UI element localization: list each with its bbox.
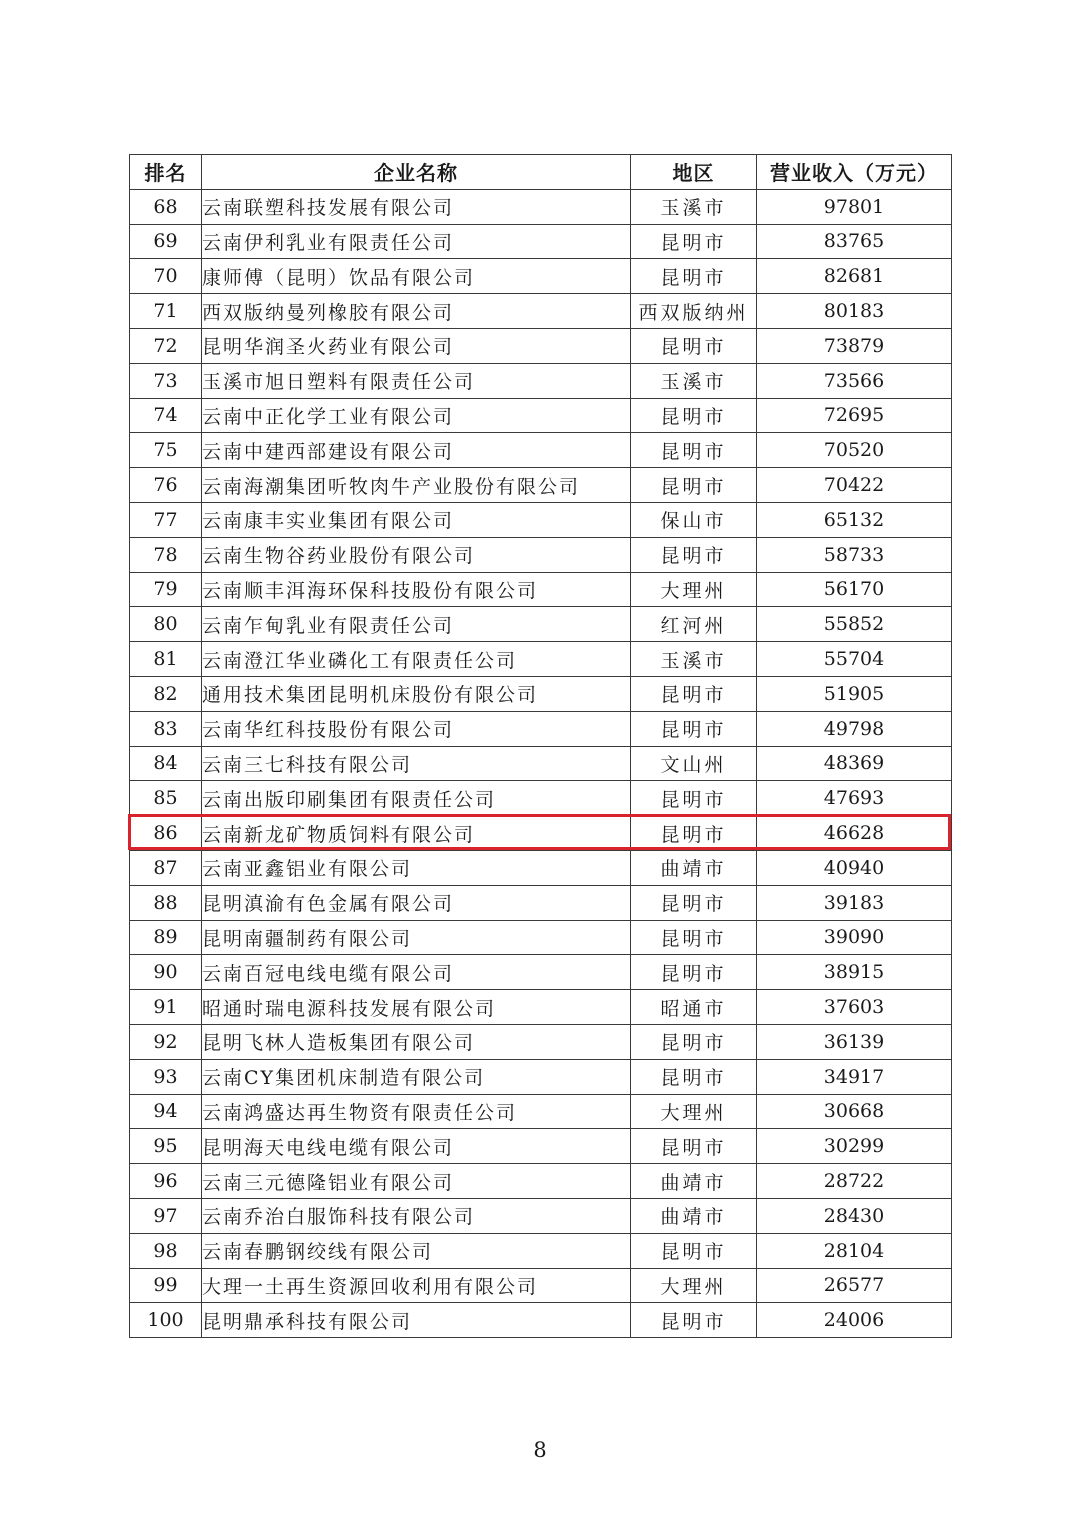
rank-cell: 72	[130, 328, 202, 363]
company-name-cell: 昭通时瑞电源科技发展有限公司	[202, 990, 631, 1025]
rank-cell: 73	[130, 363, 202, 398]
rank-cell: 100	[130, 1303, 202, 1338]
rank-cell: 95	[130, 1129, 202, 1164]
revenue-cell: 28104	[757, 1233, 952, 1268]
region-cell: 玉溪市	[631, 189, 757, 224]
header-revenue: 营业收入（万元）	[757, 155, 952, 190]
revenue-cell: 40940	[757, 850, 952, 885]
table-row	[130, 850, 952, 885]
rank-cell: 97	[130, 1198, 202, 1233]
region-cell: 昆明市	[631, 224, 757, 259]
rank-cell: 80	[130, 607, 202, 642]
table-header	[130, 155, 952, 190]
region-cell: 昆明市	[631, 1059, 757, 1094]
company-name-cell: 昆明鼎承科技有限公司	[202, 1303, 631, 1338]
region-cell: 曲靖市	[631, 850, 757, 885]
table-row	[130, 328, 952, 363]
region-cell: 大理州	[631, 572, 757, 607]
rank-cell: 91	[130, 990, 202, 1025]
region-cell: 昆明市	[631, 711, 757, 746]
table-body	[130, 189, 952, 1337]
revenue-cell: 80183	[757, 294, 952, 329]
revenue-cell: 55852	[757, 607, 952, 642]
revenue-cell: 73566	[757, 363, 952, 398]
rank-cell: 92	[130, 1024, 202, 1059]
rank-cell: 74	[130, 398, 202, 433]
company-name-cell: 云南联塑科技发展有限公司	[202, 189, 631, 224]
company-name-cell: 通用技术集团昆明机床股份有限公司	[202, 676, 631, 711]
revenue-cell: 82681	[757, 259, 952, 294]
region-cell: 昆明市	[631, 398, 757, 433]
table-row	[130, 642, 952, 677]
revenue-cell: 39183	[757, 885, 952, 920]
region-cell: 昆明市	[631, 1129, 757, 1164]
region-cell: 昆明市	[631, 885, 757, 920]
revenue-cell: 55704	[757, 642, 952, 677]
company-name-cell: 云南春鹏钢绞线有限公司	[202, 1233, 631, 1268]
revenue-cell: 39090	[757, 920, 952, 955]
table-row	[130, 398, 952, 433]
revenue-cell: 51905	[757, 676, 952, 711]
rank-cell: 85	[130, 781, 202, 816]
table-row	[130, 1024, 952, 1059]
rank-cell: 89	[130, 920, 202, 955]
revenue-cell: 28722	[757, 1164, 952, 1199]
revenue-cell: 72695	[757, 398, 952, 433]
page-number: 8	[533, 1438, 547, 1462]
table-row	[130, 572, 952, 607]
region-cell: 昆明市	[631, 328, 757, 363]
table-row	[130, 711, 952, 746]
region-cell: 昆明市	[631, 259, 757, 294]
table-row	[130, 781, 952, 816]
table-row	[130, 920, 952, 955]
company-name-cell: 云南乔治白服饰科技有限公司	[202, 1198, 631, 1233]
company-name-cell: 云南百冠电线电缆有限公司	[202, 955, 631, 990]
company-name-cell: 云南澄江华业磷化工有限责任公司	[202, 642, 631, 677]
table-row	[130, 259, 952, 294]
revenue-cell: 34917	[757, 1059, 952, 1094]
table-row	[130, 294, 952, 329]
revenue-cell: 56170	[757, 572, 952, 607]
company-name-cell: 昆明海天电线电缆有限公司	[202, 1129, 631, 1164]
rank-cell: 93	[130, 1059, 202, 1094]
region-cell: 曲靖市	[631, 1164, 757, 1199]
rank-cell: 83	[130, 711, 202, 746]
rank-cell: 88	[130, 885, 202, 920]
region-cell: 昭通市	[631, 990, 757, 1025]
company-name-cell: 云南中正化学工业有限公司	[202, 398, 631, 433]
rank-cell: 70	[130, 259, 202, 294]
revenue-cell: 26577	[757, 1268, 952, 1303]
rank-cell: 90	[130, 955, 202, 990]
table-row	[130, 1059, 952, 1094]
rank-cell: 94	[130, 1094, 202, 1129]
table-row	[130, 607, 952, 642]
company-name-cell: 玉溪市旭日塑料有限责任公司	[202, 363, 631, 398]
revenue-cell: 36139	[757, 1024, 952, 1059]
table-row	[130, 224, 952, 259]
revenue-cell: 24006	[757, 1303, 952, 1338]
company-name-cell: 云南亚鑫铝业有限公司	[202, 850, 631, 885]
table-row	[130, 990, 952, 1025]
company-name-cell: 云南华红科技股份有限公司	[202, 711, 631, 746]
rank-cell: 71	[130, 294, 202, 329]
region-cell: 大理州	[631, 1268, 757, 1303]
company-name-cell: 大理一土再生资源回收利用有限公司	[202, 1268, 631, 1303]
region-cell: 昆明市	[631, 1233, 757, 1268]
table-row	[130, 1198, 952, 1233]
header-region: 地区	[631, 155, 757, 190]
table-row	[130, 468, 952, 503]
revenue-cell: 49798	[757, 711, 952, 746]
region-cell: 红河州	[631, 607, 757, 642]
rank-cell: 76	[130, 468, 202, 503]
header-company-name: 企业名称	[202, 155, 631, 190]
revenue-cell: 48369	[757, 746, 952, 781]
revenue-cell: 97801	[757, 189, 952, 224]
revenue-cell: 58733	[757, 537, 952, 572]
region-cell: 文山州	[631, 746, 757, 781]
rank-cell: 75	[130, 433, 202, 468]
table-row	[130, 676, 952, 711]
rank-cell: 81	[130, 642, 202, 677]
region-cell: 大理州	[631, 1094, 757, 1129]
region-cell: 玉溪市	[631, 642, 757, 677]
region-cell: 西双版纳州	[631, 294, 757, 329]
company-name-cell: 云南中建西部建设有限公司	[202, 433, 631, 468]
rank-cell: 68	[130, 189, 202, 224]
table-row	[130, 816, 952, 851]
revenue-cell: 47693	[757, 781, 952, 816]
header-rank: 排名	[130, 155, 202, 190]
rank-cell: 69	[130, 224, 202, 259]
company-name-cell: 云南鸿盛达再生物资有限责任公司	[202, 1094, 631, 1129]
rank-cell: 78	[130, 537, 202, 572]
table-row	[130, 502, 952, 537]
revenue-cell: 46628	[757, 816, 952, 851]
revenue-cell: 38915	[757, 955, 952, 990]
header-row	[130, 155, 952, 190]
company-name-cell: 云南三七科技有限公司	[202, 746, 631, 781]
company-name-cell: 云南出版印刷集团有限责任公司	[202, 781, 631, 816]
region-cell: 昆明市	[631, 433, 757, 468]
rank-cell: 87	[130, 850, 202, 885]
region-cell: 昆明市	[631, 920, 757, 955]
company-name-cell: 云南乍甸乳业有限责任公司	[202, 607, 631, 642]
region-cell: 昆明市	[631, 955, 757, 990]
company-name-cell: 昆明南疆制药有限公司	[202, 920, 631, 955]
table-row	[130, 955, 952, 990]
revenue-cell: 70422	[757, 468, 952, 503]
company-name-cell: 云南新龙矿物质饲料有限公司	[202, 816, 631, 851]
company-name-cell: 昆明滇渝有色金属有限公司	[202, 885, 631, 920]
table-row	[130, 1129, 952, 1164]
revenue-cell: 65132	[757, 502, 952, 537]
company-name-cell: 云南伊利乳业有限责任公司	[202, 224, 631, 259]
revenue-cell: 83765	[757, 224, 952, 259]
revenue-cell: 28430	[757, 1198, 952, 1233]
revenue-cell: 30299	[757, 1129, 952, 1164]
company-name-cell: 云南三元德隆铝业有限公司	[202, 1164, 631, 1199]
table-row	[130, 433, 952, 468]
table-row	[130, 189, 952, 224]
company-name-cell: 云南CY集团机床制造有限公司	[202, 1059, 631, 1094]
table-row	[130, 1233, 952, 1268]
ranking-table	[129, 154, 952, 1338]
table-row	[130, 363, 952, 398]
table-row	[130, 885, 952, 920]
revenue-cell: 70520	[757, 433, 952, 468]
table-row	[130, 537, 952, 572]
company-name-cell: 云南海潮集团听牧肉牛产业股份有限公司	[202, 468, 631, 503]
region-cell: 保山市	[631, 502, 757, 537]
rank-cell: 96	[130, 1164, 202, 1199]
company-name-cell: 昆明飞林人造板集团有限公司	[202, 1024, 631, 1059]
rank-cell: 99	[130, 1268, 202, 1303]
rank-cell: 82	[130, 676, 202, 711]
company-name-cell: 康师傅（昆明）饮品有限公司	[202, 259, 631, 294]
region-cell: 昆明市	[631, 537, 757, 572]
table-row	[130, 1303, 952, 1338]
company-name-cell: 云南生物谷药业股份有限公司	[202, 537, 631, 572]
revenue-cell: 73879	[757, 328, 952, 363]
region-cell: 昆明市	[631, 468, 757, 503]
table-row	[130, 1094, 952, 1129]
company-name-cell: 昆明华润圣火药业有限公司	[202, 328, 631, 363]
rank-cell: 98	[130, 1233, 202, 1268]
table-row	[130, 746, 952, 781]
region-cell: 昆明市	[631, 816, 757, 851]
rank-cell: 84	[130, 746, 202, 781]
region-cell: 昆明市	[631, 1303, 757, 1338]
table-row	[130, 1164, 952, 1199]
region-cell: 昆明市	[631, 781, 757, 816]
revenue-cell: 30668	[757, 1094, 952, 1129]
revenue-cell: 37603	[757, 990, 952, 1025]
region-cell: 曲靖市	[631, 1198, 757, 1233]
region-cell: 昆明市	[631, 676, 757, 711]
company-name-cell: 西双版纳曼列橡胶有限公司	[202, 294, 631, 329]
company-name-cell: 云南康丰实业集团有限公司	[202, 502, 631, 537]
region-cell: 玉溪市	[631, 363, 757, 398]
table-row	[130, 1268, 952, 1303]
rank-cell: 86	[130, 816, 202, 851]
company-name-cell: 云南顺丰洱海环保科技股份有限公司	[202, 572, 631, 607]
region-cell: 昆明市	[631, 1024, 757, 1059]
rank-cell: 77	[130, 502, 202, 537]
rank-cell: 79	[130, 572, 202, 607]
